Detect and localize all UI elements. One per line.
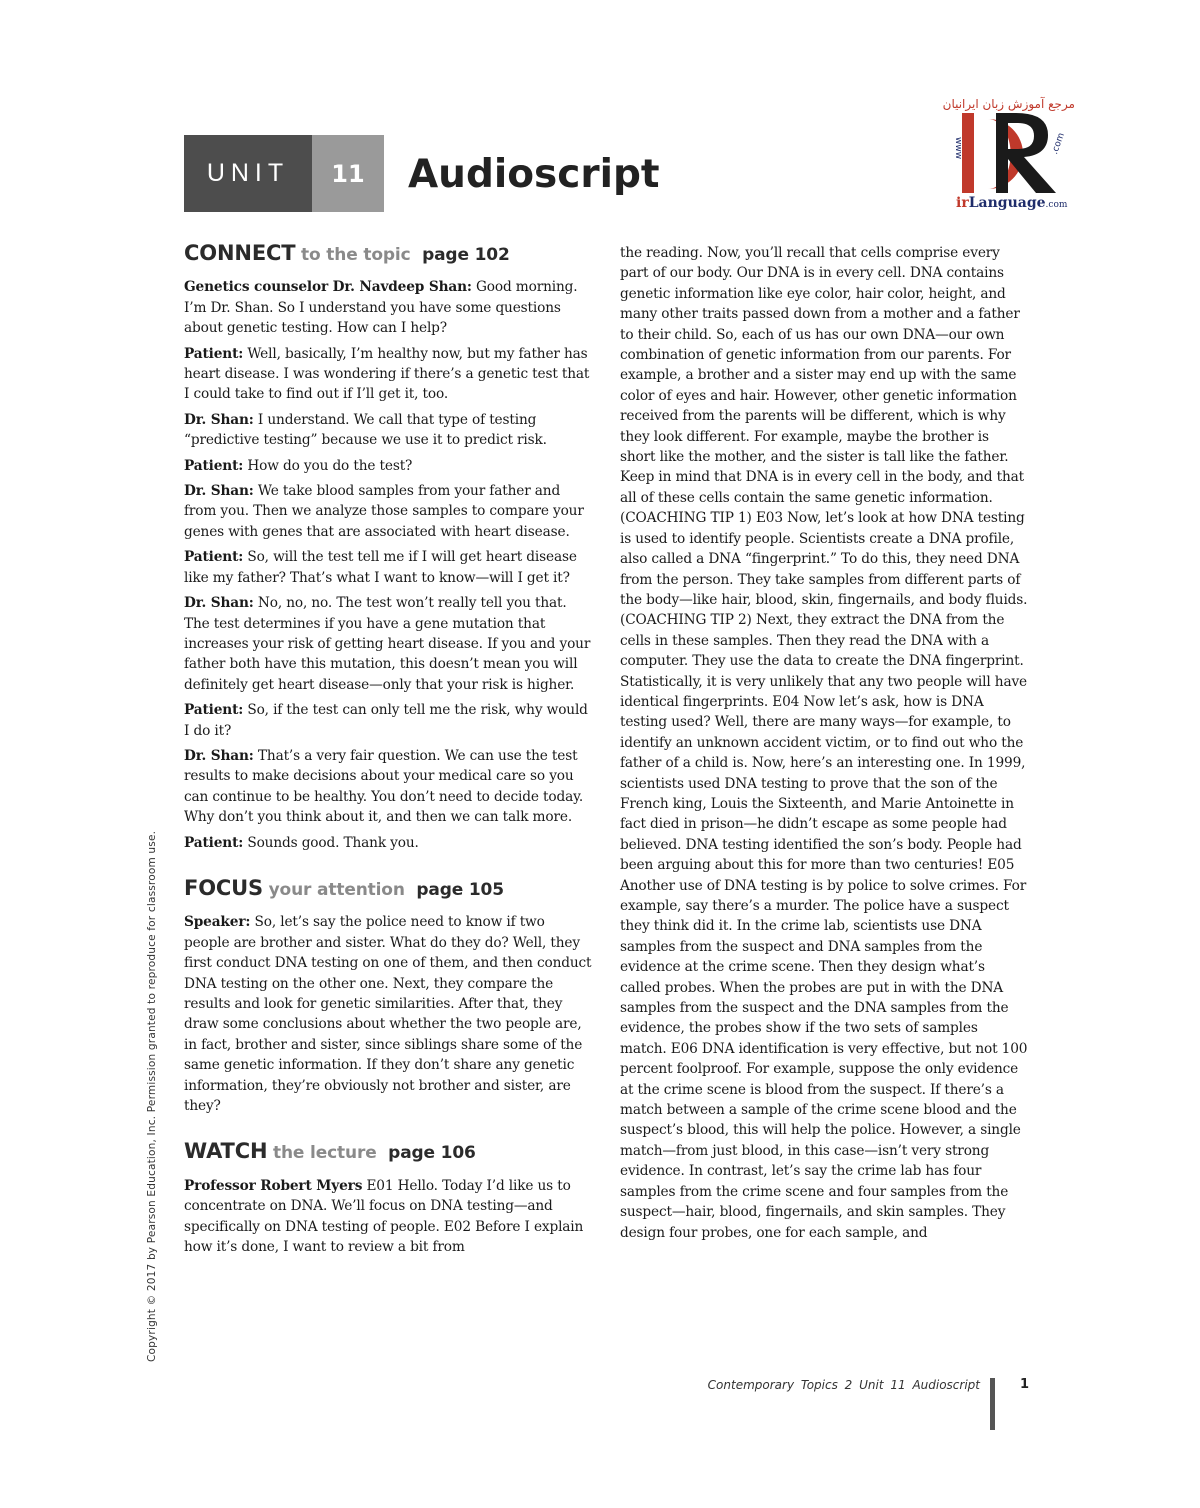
speech-text: So, let’s say the police need to know if two people are brother and sister. What do they do? Well, they first conduct DNA testing on one of them, and then conduct DNA testing on the other one. Next, they compare the results and look for genetic similarities. After that, they draw some conclusions about whether the two people are, in fact, brother and sister, since siblings share some of the same genetic information. If they don’t share any genetic information, they’re obviously not brother and sister, are they? [184, 914, 592, 1115]
logo-com-text: .com [1050, 131, 1068, 156]
speech-text: How do you do the test? [243, 457, 413, 474]
page-number: 1 [1020, 1377, 1030, 1392]
footer-divider [990, 1378, 995, 1430]
speaker-label: Dr. Shan: [184, 411, 254, 428]
speaker-label: Patient: [184, 702, 244, 719]
connect-rest: to the topic [301, 245, 411, 265]
logo-brand [956, 195, 1067, 211]
paragraph [184, 456, 594, 476]
paragraph [184, 481, 594, 542]
speech-text: So, if the test can only tell me the risk, why would I do it? [184, 702, 588, 739]
speaker-label: Dr. Shan: [184, 747, 254, 764]
paragraph [184, 277, 594, 338]
connect-page: page 102 [422, 245, 510, 265]
paragraph [184, 547, 594, 588]
speech-text: Well, basically, I’m healthy now, but my father has heart disease. I was wondering if there’s a genetic test that I could take to find out if I’ll get it, too. [184, 345, 590, 403]
focus-page: page 105 [416, 879, 504, 900]
speaker-label: Patient: [184, 457, 244, 474]
unit-number: 11 [312, 135, 384, 212]
speaker-label: Professor Robert Myers [184, 1177, 363, 1194]
connect-heading [184, 243, 594, 265]
unit-label: UNIT [184, 135, 312, 212]
focus-heading [184, 875, 594, 900]
speech-text: E01 Hello. Today I’d like us to concentrate on DNA. We’ll focus on DNA testing—and specifically on DNA testing of people. E02 Before I explain how it’s done, I want to review a bit from [184, 1177, 584, 1256]
speaker-label: Genetics counselor Dr. Navdeep Shan: [184, 279, 472, 296]
speech-text: No, no, no. The test won’t really tell you that. The test determines if you have a gene mutation that increases your risk of getting heart disease. If you and your father both have this mutation, this doesn’t mean you will definitely get heart disease—only that your risk is higher. [184, 595, 591, 693]
speaker-label: Patient: [184, 345, 244, 362]
paragraph [184, 912, 594, 1116]
paragraph [184, 344, 594, 405]
focus-rest: your attention [268, 879, 405, 900]
speaker-label: Patient: [184, 834, 244, 851]
paragraph [184, 1176, 594, 1258]
speech-text: Good morning. I’m Dr. Shan. So I understand you have some questions about genetic testing. How can I help? [184, 279, 578, 337]
connect-key: CONNECT [184, 241, 296, 265]
speaker-label: Dr. Shan: [184, 483, 254, 500]
page-title: Audioscript [408, 152, 660, 197]
speech-text: We take blood samples from your father and from you. Then we analyze those samples to compare your genes with genes that are associated with heart disease. [184, 483, 584, 540]
paragraph [184, 410, 594, 451]
speech-text: I understand. We call that type of testing “predictive testing” because we use it to predict risk. [184, 411, 547, 449]
speech-text: That’s a very fair question. We can use the test results to make decisions about your medical care so you can continue to be healthy. You don’t need to decide today. Why don’t you think about it, and then we can talk more. [184, 747, 584, 826]
logo-persian-text: مرجع آموزش زبان ایرانیان [942, 97, 1075, 111]
speech-text: Sounds good. Thank you. [243, 834, 419, 851]
watch-rest: the lecture [272, 1143, 377, 1164]
paragraph [184, 746, 594, 828]
logo-www-text: www [953, 137, 963, 160]
paragraph [184, 833, 594, 853]
watch-heading [184, 1141, 594, 1163]
speaker-label: Speaker: [184, 914, 251, 931]
logo-brand-rest: Language [968, 195, 1046, 211]
logo-brand-suffix: .com [1045, 200, 1068, 210]
focus-key: FOCUS [184, 875, 264, 900]
lecture-continuation: the reading. Now, you’ll recall that cells comprise every part of our body. Our DNA is in every cell. DNA contains genetic information like eye color, hair color, height, and many other traits passed down from a mother and a father to their child. So, each of us has our own DNA—our own combination of genetic information from our parents. For example, a brother and a sister may end up with the same color of eyes and hair. However, other genetic information received from the parents will be different, which is why they look different. For example, maybe the brother is short like the mother, and the sister is tall like the father. Keep in mind that DNA is in every cell in the body, and that all of these cells contain the same genetic information. (COACHING TIP 1) E03 Now, let’s look at how DNA testing is used to identify people. Scientists create a DNA profile, also called a DNA “fingerprint.” To do this, they need DNA from the person. They take samples from different parts of the body—like hair, blood, skin, fingernails, and body fluids. (COACHING TIP 2) Next, they extract the DNA from the cells in these samples. Then they read the DNA with a computer. They use the data to create the DNA fingerprint. Statistically, it is very unlikely that any two people will have identical fingerprints. E04 Now let’s ask, how is DNA testing used? Well, there are many ways—for example, to identify an unknown accident victim, or to find out who the father of a child is. Now, here’s an interesting one. In 1999, scientists used DNA testing to prove that the son of the French king, Louis the Sixteenth, and Marie Antoinette in fact died in prison—he didn’t escape as some people had believed. DNA testing identified the son’s body. People had been arguing about this for more than two centuries! E05 Another use of DNA testing is by police to solve crimes. For example, say there’s a murder. The police have a suspect they think did it. In the crime lab, scientists use DNA samples from the suspect and DNA samples from the evidence at the crime scene. Then they design what’s called probes. When the probes are put in with the DNA samples from the suspect and the DNA samples from the evidence, the probes show if the two sets of samples match. E06 DNA identification is very effective, but not 100 percent foolproof. For example, suppose the only evidence at the crime scene is blood from the suspect. If there’s a match between a sample of the crime scene blood and the suspect’s blood, this will help the police. However, a single match—from just blood, in this case—isn’t very strong evidence. In contrast, let’s say the crime lab has four samples from the crime scene and four samples from the suspect—hair, blood, fingernails, and skin samples. They design four probes, one for each sample, and [620, 245, 1028, 1241]
irlanguage-logo [942, 97, 1075, 217]
speaker-label: Patient: [184, 549, 244, 566]
speaker-label: Dr. Shan: [184, 595, 254, 612]
right-column [620, 243, 1028, 1248]
paragraph [184, 593, 594, 695]
footer-text: Contemporary Topics 2 Unit 11 Audioscript [707, 1378, 980, 1392]
logo-ir-mark-icon [950, 111, 1075, 197]
left-column [184, 243, 594, 1262]
copyright-notice: Copyright © 2017 by Pearson Education, Inc. Permission granted to reproduce for classroom use. [146, 830, 158, 1362]
watch-key: WATCH [184, 1139, 268, 1164]
speech-text: So, will the test tell me if I will get heart disease like my father? That’s what I want to know—will I get it? [184, 549, 577, 586]
watch-page: page 106 [388, 1143, 476, 1164]
logo-brand-ir: ir [956, 195, 969, 211]
paragraph [184, 700, 594, 741]
